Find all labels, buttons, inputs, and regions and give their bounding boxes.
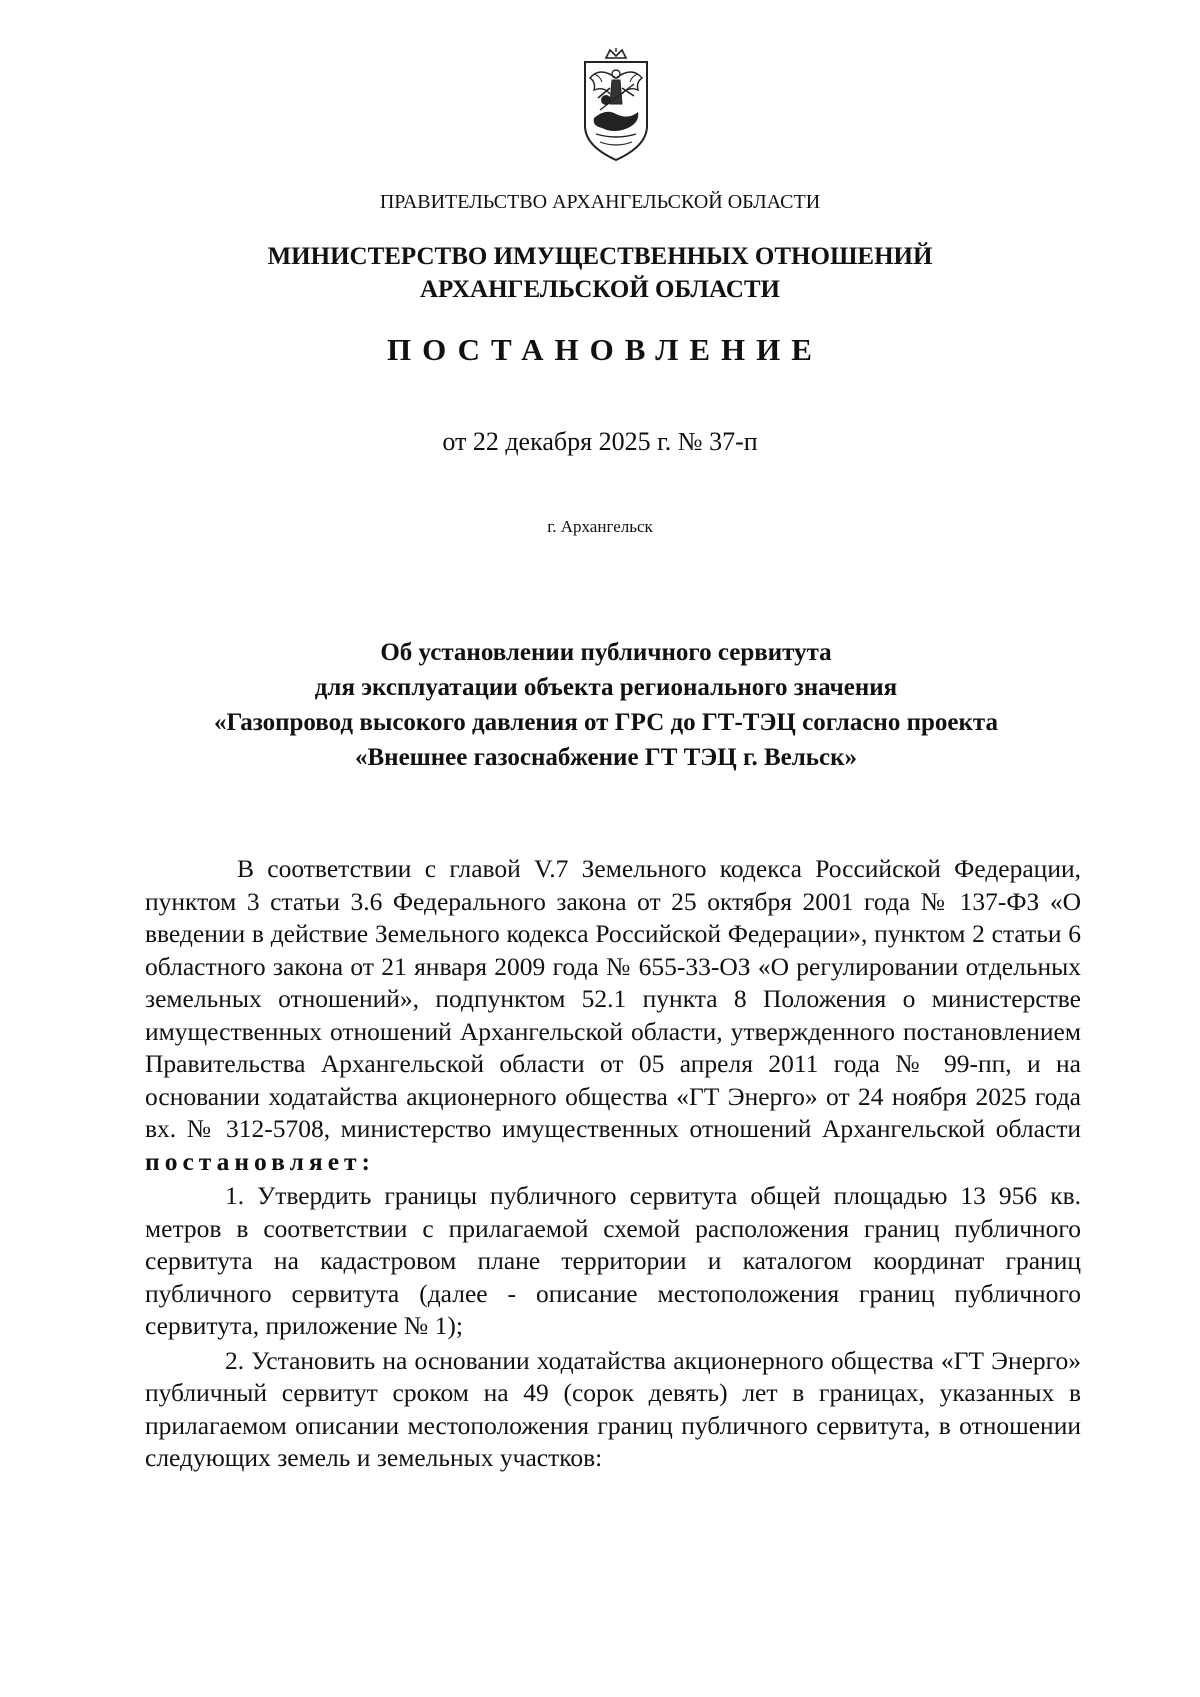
coat-of-arms-icon xyxy=(580,48,652,163)
preamble-text: В соответствии с главой V.7 Земельного кодекса Российской Федерации, пунктом 3 статьи 3.6 Федерального закона от 25 октября 2001 года № 137-ФЗ «О введении в действие Земельного кодекса Российской Федерации», пунктом 2 статьи 6 областного закона от 21 января 2009 года № 655-33-ОЗ «О регулировании отдельных земельных отношений», подпунктом 52.1 пункта 8 Положения о министерстве имущественных отношений Архангельской области, утвержденного постановлением Правительства Архангельской области от 05 апреля 2011 года № 99-пп, и на основании ходатайства акционерного общества «ГТ Энерго» от 24 ноября 2025 года вх. № 312-5708, министерство имущественных отношений Архангельской области xyxy=(145,854,1081,1143)
title-line4: «Внешнее газоснабжение ГТ ТЭЦ г. Вельск» xyxy=(354,744,857,771)
title-line1: Об установлении публичного сервитута xyxy=(380,639,832,666)
preamble-paragraph xyxy=(145,853,1081,1178)
title-line2: для эксплуатации объекта регионального значения xyxy=(314,674,898,701)
document-city: г. Архангельск xyxy=(547,517,653,536)
title-line3: «Газопровод высокого давления от ГРС до ГТ-ТЭЦ согласно проекта xyxy=(214,709,998,736)
document-body xyxy=(145,853,1081,1475)
ministry-name xyxy=(0,240,1200,306)
item-2-paragraph: 2. Установить на основании ходатайства акционерного общества «ГТ Энерго» публичный сервитут сроком на 49 (сорок девять) лет в границах, указанных в прилагаемом описании местоположения границ публичного сервитута, в отношении следующих земель и земельных участков: xyxy=(145,1345,1081,1472)
decree-word: постановляет: xyxy=(145,1146,376,1176)
document-title xyxy=(0,635,1200,775)
government-name: ПРАВИТЕЛЬСТВО АРХАНГЕЛЬСКОЙ ОБЛАСТИ xyxy=(379,191,821,213)
document-type: ПОСТАНОВЛЕНИЕ xyxy=(387,332,823,367)
ministry-name-line2: АРХАНГЕЛЬСКОЙ ОБЛАСТИ xyxy=(420,276,780,303)
ministry-name-line1: МИНИСТЕРСТВО ИМУЩЕСТВЕННЫХ ОТНОШЕНИЙ xyxy=(267,243,933,270)
item-1-paragraph: 1. Утвердить границы публичного сервитута общей площадью 13 956 кв. метров в соответствии с прилагаемой схемой расположения границ публичного сервитута на кадастровом плане территории и каталогом координат границ публичного сервитута (далее - описание местоположения границ публичного сервитута, приложение № 1); xyxy=(145,1181,1081,1340)
document-date-number: от 22 декабря 2025 г. № 37-п xyxy=(442,427,758,456)
